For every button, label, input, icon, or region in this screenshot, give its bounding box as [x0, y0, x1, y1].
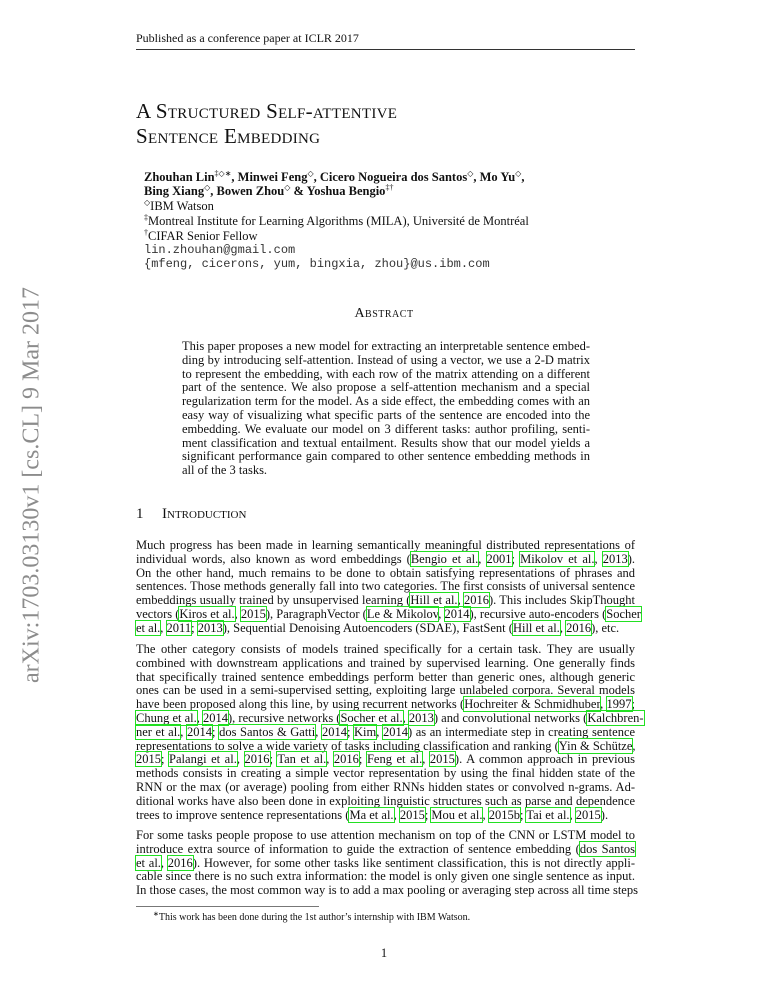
text-run: ;: [269, 752, 278, 767]
header-rule: [136, 49, 635, 50]
abstract-line: easy way of visualizing what specific parts of the sentence are encoded into the: [182, 407, 590, 422]
paragraph-line: [136, 657, 635, 671]
text-run: methods consists in creating a simple vector representation by using the final hidden state of the: [136, 766, 635, 781]
author-mark: ◇: [284, 183, 291, 192]
citation-link[interactable]: Tai et al.: [526, 807, 570, 822]
text-run: ,: [180, 724, 188, 739]
author-mark: ◇: [467, 169, 474, 178]
text-run: ,: [402, 710, 409, 725]
paragraph-line: [136, 622, 635, 636]
page-number: 1: [380, 946, 388, 960]
text-run: ). This includes SkipThought: [488, 593, 635, 608]
text-run: introduce extra source of information to guide the extraction of sentence embedding (: [136, 841, 580, 856]
abstract-line: embedding. We evaluate our model on 3 different tasks: author profiling, senti-: [182, 421, 590, 436]
section-heading: [136, 506, 246, 523]
text-run: ,: [234, 606, 241, 621]
text-run: ,: [478, 551, 487, 566]
author-line-1: [144, 170, 524, 184]
author-mark: ◇: [204, 183, 211, 192]
citation-link[interactable]: Yin & Schütze: [558, 738, 633, 753]
paragraph-line: [136, 857, 635, 871]
text-run: ;: [161, 752, 170, 767]
section-title: Introduction: [162, 506, 247, 522]
author-line-2: [144, 184, 393, 198]
email-2: {mfeng, cicerons, yum, bingxia, zhou}@us.ibm.com: [144, 257, 490, 271]
text-run: ,: [422, 752, 430, 767]
text-run: In those cases, the most common way is to add a max pooling or averaging step across all time steps: [136, 883, 638, 898]
text-run: ), ParagraphVector (: [265, 606, 367, 621]
citation-link[interactable]: Hill et al.: [512, 620, 560, 635]
citation-link[interactable]: Socher: [606, 606, 641, 621]
footnote-mark: ∗: [153, 910, 159, 918]
author-separator: ,: [521, 170, 525, 184]
text-run: ones can be used in a semi-supervised setting, exploiting large unlabeled corpora. Several models: [136, 683, 635, 698]
affiliation-text: IBM Watson: [150, 199, 214, 213]
citation-link[interactable]: 2016: [244, 752, 270, 767]
citation-link[interactable]: Kalchbren-: [587, 710, 644, 725]
text-run: ). A common approach in previous: [454, 752, 635, 767]
author-mark: ◇: [515, 169, 522, 178]
citation-link[interactable]: 2015: [399, 807, 425, 822]
text-run: ;: [358, 752, 367, 767]
citation-link[interactable]: Hill et al.: [410, 593, 458, 608]
text-run: sentences. Those methods generally fall into two categories. The first consists of universal sentence: [136, 579, 635, 594]
paragraph-line: [136, 539, 635, 553]
text-run: ,: [482, 807, 489, 822]
citation-link[interactable]: 2016: [463, 593, 489, 608]
text-run: ,: [315, 724, 322, 739]
text-run: that specifically trained sentence embeddings perform better than generic ones, although generic: [136, 669, 635, 684]
abstract-line: ding by introducing self-attention. Instead of using a vector, we use a 2-D matrix: [182, 352, 590, 367]
citation-link[interactable]: Ma et al.: [349, 807, 394, 822]
text-run: For some tasks people propose to use attention mechanism on top of the CNN or LSTM model to: [136, 828, 635, 842]
citation-link[interactable]: Feng et al.: [366, 752, 423, 767]
author-mark: ‡◇∗: [214, 169, 232, 178]
text-run: RNN or the max (or average) pooling from either RNNs hidden states or convolved n-grams. Ad-: [136, 779, 635, 794]
text-run: ,: [594, 551, 603, 566]
text-run: ).: [600, 807, 609, 822]
author-name: Bing Xiang: [144, 184, 205, 198]
citation-link[interactable]: 2013: [408, 710, 434, 725]
citation-link[interactable]: Bengio et al.: [410, 551, 479, 566]
abstract-line: regularization term for the model. As a side effect, the embedding comes with an: [182, 394, 590, 409]
citation-link[interactable]: 2016: [167, 855, 193, 870]
author-name: , Bowen Zhou: [210, 184, 285, 198]
text-run: combined with downstream applications and trained by supervised learning. One generally finds: [136, 655, 635, 670]
section-number: 1: [136, 506, 144, 522]
text-run: ;: [424, 807, 432, 822]
affiliation-mark: †: [144, 228, 148, 237]
affiliation-mila: [144, 214, 529, 228]
citation-link[interactable]: Hochreiter & Schmidhuber: [464, 697, 601, 712]
paragraph-line: [136, 553, 635, 567]
citation-link[interactable]: Kim: [354, 724, 377, 739]
footnote: [153, 910, 470, 923]
text-run: ;: [191, 620, 198, 635]
abstract-body: [182, 340, 590, 478]
paragraph-line: [136, 567, 635, 581]
paragraph-line: [136, 883, 638, 898]
text-run: cable since there is no such extra information: the model is only given one single sentence as input.: [136, 869, 635, 884]
intro-paragraph-3: [136, 828, 638, 898]
citation-link[interactable]: et al.: [136, 620, 161, 635]
text-run: ). However, for some other tasks like sentiment classification, this is not directly appli-: [192, 855, 635, 870]
text-run: ,: [393, 807, 400, 822]
text-run: ,: [600, 697, 607, 712]
running-header: Published as a conference paper at ICLR 2017: [136, 31, 359, 45]
text-run: ), recursive networks (: [228, 710, 341, 725]
text-run: ,: [196, 710, 204, 725]
text-run: ,: [236, 752, 245, 767]
author-name: & Yoshua Bengio: [290, 184, 386, 198]
citation-link[interactable]: Tan et al.: [277, 752, 327, 767]
citation-link[interactable]: dos Santos: [579, 841, 636, 856]
text-run: ,: [457, 593, 464, 608]
text-run: embeddings usually trained by unsupervised learning (: [136, 593, 411, 608]
paragraph-line: [136, 795, 635, 809]
text-run: trees to improve sentence representations (: [136, 807, 350, 822]
citation-link[interactable]: Le & Mikolov: [366, 606, 439, 621]
footnote-rule: [136, 906, 319, 907]
citation-link[interactable]: Mou et al.: [431, 807, 483, 822]
text-run: vectors (: [136, 606, 180, 621]
text-run: Much progress has been made in learning semantically meaningful distributed representations of: [136, 538, 635, 552]
text-run: ,: [559, 620, 567, 635]
footnote-text: This work has been done during the 1st author’s internship with IBM Watson.: [158, 912, 471, 923]
text-run: ;: [631, 697, 635, 712]
author-name: , Minwei Feng: [231, 170, 308, 184]
citation-link[interactable]: 2016: [566, 620, 592, 635]
paragraph-line: [136, 843, 635, 857]
paragraph-line: [136, 606, 641, 622]
citation-link[interactable]: 2015: [240, 606, 266, 621]
text-run: ,: [160, 620, 167, 635]
affiliation-cifar: [144, 229, 258, 243]
text-run: ) as an intermediate step in creating sentence: [407, 724, 636, 739]
text-run: ).: [627, 551, 635, 566]
text-run: ,: [438, 606, 445, 621]
text-run: representations to solve a wide variety of tasks including classification and ranking (: [136, 738, 559, 753]
paper-title-line-1: A Structured Self-attentive: [136, 99, 398, 123]
citation-link[interactable]: Kiros et al.: [179, 606, 235, 621]
citation-link[interactable]: 2014: [321, 724, 347, 739]
citation-link[interactable]: Chung et al.: [136, 710, 197, 725]
text-run: ,: [326, 752, 334, 767]
citation-link[interactable]: 2015: [429, 752, 455, 767]
text-run: ;: [511, 551, 521, 566]
citation-link[interactable]: 2014: [187, 724, 213, 739]
text-run: ,: [160, 855, 168, 870]
abstract-line: This paper proposes a new model for extracting an interpretable sentence embed-: [182, 339, 590, 353]
affiliation-mark: ‡: [144, 213, 148, 222]
text-run: ), etc.: [591, 620, 620, 635]
author-name: Zhouhan Lin: [144, 170, 215, 184]
citation-link[interactable]: 2014: [444, 606, 470, 621]
paragraph-line: [136, 753, 635, 767]
citation-link[interactable]: 2013: [197, 620, 223, 635]
paper-title-line-2: Sentence Embedding: [136, 124, 321, 148]
text-run: ) and convolutional networks (: [433, 710, 588, 725]
citation-link[interactable]: et al.: [136, 855, 161, 870]
paragraph-line: [136, 809, 635, 823]
citation-link[interactable]: 2011: [166, 620, 192, 635]
citation-link[interactable]: Socher et al.: [340, 710, 403, 725]
paragraph-line: [136, 671, 635, 685]
author-mark: ‡†: [385, 183, 394, 192]
citation-link[interactable]: 2015: [136, 752, 161, 767]
email-1: lin.zhouhan@gmail.com: [144, 243, 296, 257]
intro-paragraph-1: [136, 538, 641, 636]
citation-link[interactable]: ner et al.: [136, 724, 181, 739]
paragraph-line: [136, 594, 635, 608]
paragraph-line: [136, 767, 635, 781]
paragraph-line: [136, 726, 635, 740]
text-run: have been proposed along this line, by using recurrent networks (: [136, 697, 465, 712]
author-mark: ◇: [307, 169, 314, 178]
citation-link[interactable]: Palangi et al.: [169, 752, 237, 767]
abstract-line: part of the sentence. We also propose a self-attention mechanism and a special: [182, 380, 590, 395]
affiliation-ibm: [144, 199, 214, 213]
abstract-line: all of the 3 tasks.: [182, 463, 268, 478]
affiliation-text: Montreal Institute for Learning Algorithms (MILA), Université de Montréal: [148, 214, 529, 228]
abstract-line: significant performance gain compared to other sentence embedding methods in: [182, 449, 590, 464]
citation-link[interactable]: 2015: [575, 807, 601, 822]
paragraph-line: [136, 643, 635, 657]
text-run: ,: [376, 724, 383, 739]
citation-link[interactable]: 2015b: [488, 807, 520, 822]
citation-link[interactable]: 2014: [203, 710, 229, 725]
intro-paragraph-2: [136, 642, 644, 822]
paragraph-line: [136, 698, 635, 712]
text-run: individual words, also known as word embeddings (: [136, 551, 411, 566]
paragraph-line: [136, 870, 635, 884]
paragraph-line: [136, 829, 635, 843]
affiliation-text: CIFAR Senior Fellow: [148, 229, 258, 243]
citation-link[interactable]: Mikolov et al.: [520, 551, 595, 566]
text-run: ;: [346, 724, 355, 739]
citation-link[interactable]: 2013: [602, 551, 628, 566]
author-name: , Mo Yu: [473, 170, 516, 184]
text-run: ), Sequential Denoising Autoencoders (SDAE), FastSent (: [222, 620, 513, 635]
citation-link[interactable]: 1997: [606, 697, 632, 712]
paragraph-line: [136, 710, 644, 726]
text-run: ;: [212, 724, 220, 739]
citation-link[interactable]: 2001: [486, 551, 512, 566]
text-run: ;: [519, 807, 527, 822]
text-run: ,: [569, 807, 576, 822]
citation-link[interactable]: 2016: [333, 752, 359, 767]
text-run: ), recursive auto-encoders (: [469, 606, 607, 621]
abstract-heading: Abstract: [354, 306, 414, 321]
author-name: , Cicero Nogueira dos Santos: [313, 170, 468, 184]
abstract-line: to represent the embedding, with each row of the matrix attending on a different: [182, 366, 590, 381]
abstract-line: ment classification and textual entailment. Results show that our model yields a: [182, 435, 590, 450]
text-run: ,: [632, 738, 636, 753]
text-run: On the other hand, much remains to be done to obtain satisfying representations of phrases and: [136, 565, 635, 580]
citation-link[interactable]: dos Santos & Gatti: [219, 724, 316, 739]
affiliation-mark: ◇: [144, 198, 151, 207]
text-run: ditional works have also been done in exploiting linguistic structures such as parse and dependence: [136, 793, 635, 808]
citation-link[interactable]: 2014: [382, 724, 408, 739]
arxiv-stamp: arXiv:1703.03130v1 [cs.CL] 9 Mar 2017: [18, 287, 45, 683]
text-run: The other category consists of models trained specifically for a certain task. They are usually: [136, 642, 635, 656]
paragraph-line: [136, 781, 635, 795]
